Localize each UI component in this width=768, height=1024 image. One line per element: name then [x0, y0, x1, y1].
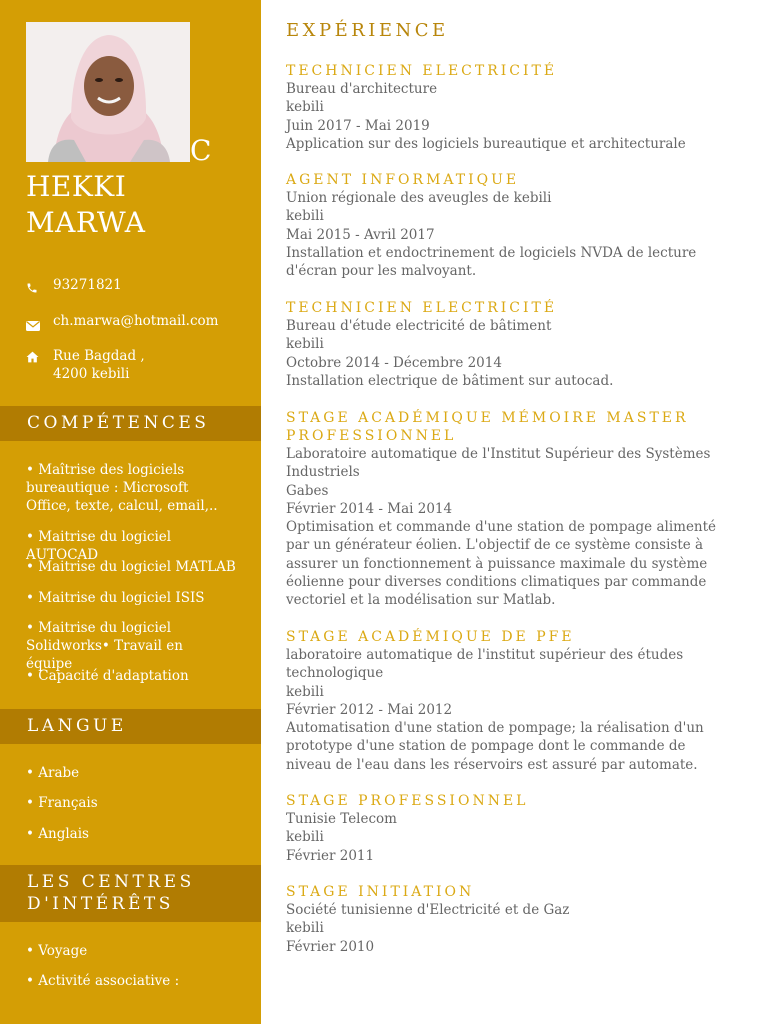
job-title: TECHNICIEN ELECTRICITÉ — [286, 63, 558, 79]
address-line-1: Rue Bagdad , — [53, 348, 145, 364]
job-dates: Février 2012 - Mai 2012 — [286, 701, 453, 718]
job-employer: Tunisie Telecom — [286, 811, 397, 827]
job-description: Installation et endoctrinement de logiciels NVDA de lecture d'écran pour les malvoyant. — [286, 244, 697, 280]
job-location: kebili — [286, 208, 324, 225]
skill-item: • Capacité d'adaptation — [26, 668, 189, 684]
experience-item — [286, 409, 726, 610]
job-employer: Bureau d'étude electricité de bâtiment — [286, 318, 552, 334]
interest-item: • Activité associative : — [26, 973, 180, 989]
job-employer: laboratoire automatique de l'institut supérieur des études technologique — [286, 647, 684, 682]
job-employer: Bureau d'architecture — [286, 81, 438, 97]
job-employer: Union régionale des aveugles de kebili — [286, 190, 552, 206]
job-title: STAGE INITIATION — [286, 884, 475, 900]
phone-icon — [26, 281, 40, 295]
job-location: kebili — [286, 829, 324, 846]
skill-item: • Maitrise du logiciel MATLAB — [26, 559, 236, 575]
sidebar — [0, 0, 261, 1024]
interest-item: • Voyage — [26, 943, 88, 959]
job-dates: Juin 2017 - Mai 2019 — [286, 117, 430, 134]
language-item: • Français — [26, 795, 98, 811]
phone-text: 93271821 — [53, 277, 122, 293]
profile-name — [26, 133, 256, 241]
job-title: STAGE PROFESSIONNEL — [286, 793, 529, 809]
job-title: STAGE ACADÉMIQUE DE PFE — [286, 629, 575, 645]
job-location: kebili — [286, 683, 324, 700]
interests-heading-text: LES CENTRES D'INTÉRÊTS — [27, 872, 195, 914]
job-title: TECHNICIEN ELECTRICITÉ — [286, 300, 558, 316]
job-description: Automatisation d'une station de pompage; la réalisation d'un prototype d'une station de pompage dont le commande de niveau de l'eau dans les réservoirs est assuré par automate. — [286, 720, 704, 773]
skills-heading: COMPÉTENCES — [0, 406, 261, 441]
experience-item — [286, 299, 726, 390]
job-title: AGENT INFORMATIQUE — [286, 172, 520, 188]
home-icon — [26, 350, 40, 364]
envelope-icon — [26, 318, 40, 332]
job-dates: Février 2011 — [286, 847, 375, 864]
job-dates: Mai 2015 - Avril 2017 — [286, 226, 435, 243]
name-line-1: C — [190, 134, 212, 167]
interests-heading — [0, 865, 261, 922]
job-employer: Société tunisienne d'Electricité et de Gaz — [286, 902, 570, 918]
skill-item: • Maîtrise des logiciels bureautique : Microsoft Office, texte, calcul, email,.. — [26, 462, 218, 514]
skill-item: • Maitrise du logiciel AUTOCAD — [26, 529, 172, 563]
language-item: • Arabe — [26, 765, 80, 781]
job-employer: Laboratoire automatique de l'Institut Supérieur des Systèmes Industriels — [286, 446, 711, 481]
job-title: STAGE ACADÉMIQUE MÉMOIRE MASTER PROFESSIONNEL — [286, 410, 689, 444]
language-item: • Anglais — [26, 826, 89, 842]
experience-item — [286, 883, 726, 956]
address-line-2: 4200 kebili — [53, 366, 130, 382]
job-dates: Février 2014 - Mai 2014 — [286, 500, 453, 517]
job-location: Gabes — [286, 482, 329, 499]
languages-heading: LANGUE — [0, 709, 261, 744]
job-dates: Février 2010 — [286, 938, 375, 955]
experience-item — [286, 62, 726, 153]
job-description: Installation electrique de bâtiment sur autocad. — [286, 372, 614, 389]
name-line-2: HEKKI — [26, 170, 127, 203]
name-line-3: MARWA — [26, 206, 146, 239]
job-description: Optimisation et commande d'une station de pompage alimenté par un générateur éolien. L'objectif de ce système consiste à assurer un fonctionnement à puissance maximale du système éolienne pour diverses conditions climatiques par commande vectoriel et la modélisation sur Matlab. — [286, 519, 717, 609]
skill-item: • Maitrise du logiciel Solidworks• Travail en équipe — [26, 620, 183, 672]
job-location: kebili — [286, 336, 324, 353]
job-dates: Octobre 2014 - Décembre 2014 — [286, 354, 502, 371]
job-location: kebili — [286, 920, 324, 937]
experience-item — [286, 792, 726, 865]
experience-item — [286, 171, 726, 280]
experience-item — [286, 628, 726, 774]
email-text: ch.marwa@hotmail.com — [53, 313, 219, 329]
experience-heading: EXPÉRIENCE — [286, 20, 449, 41]
job-description: Application sur des logiciels bureautique et architecturale — [286, 135, 686, 152]
skill-item: • Maitrise du logiciel ISIS — [26, 590, 205, 606]
job-location: kebili — [286, 99, 324, 116]
